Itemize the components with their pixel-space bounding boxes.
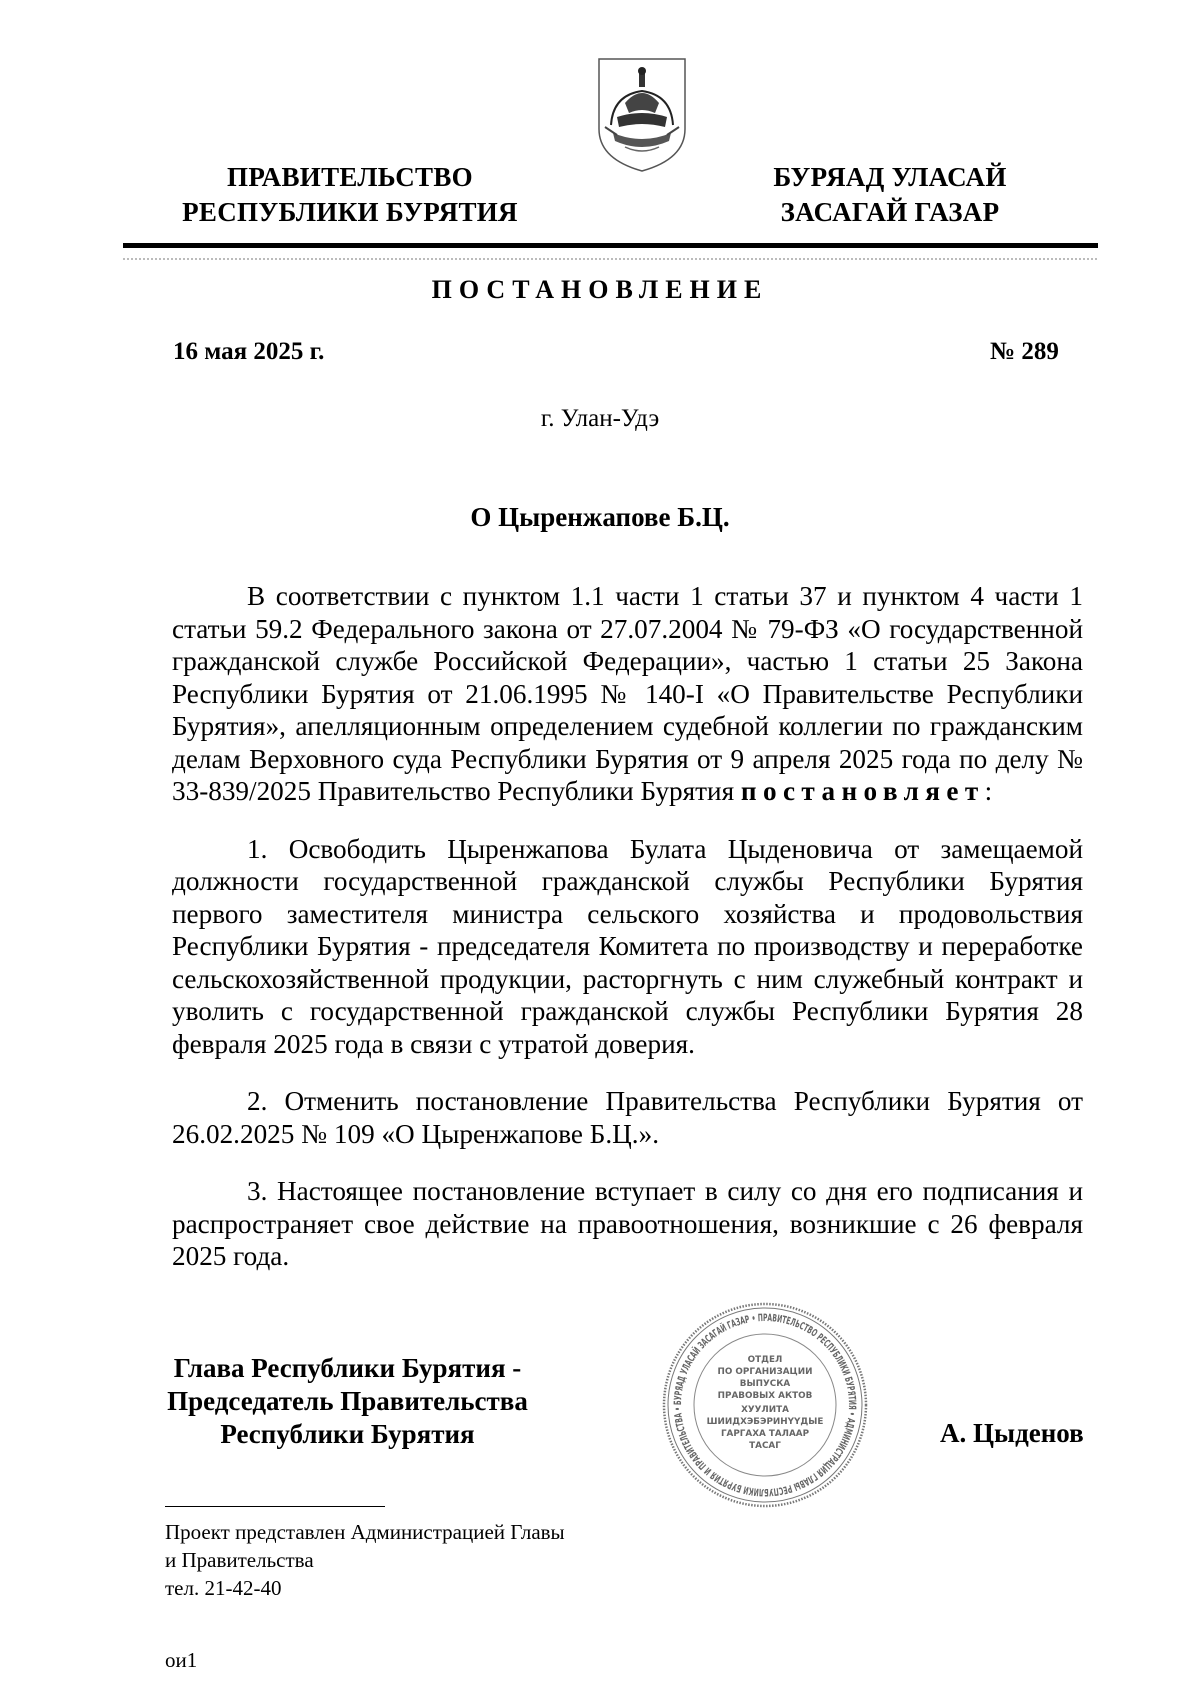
document-type: ПОСТАНОВЛЕНИЕ xyxy=(431,275,769,304)
preamble-paragraph xyxy=(172,580,1083,808)
decree-colon: : xyxy=(984,776,993,806)
item-3: 3. Настоящее постановление вступает в силу со дня его подписания и распространяет свое действие на правоотношения, возникшие с 26 февраля 2025 года. xyxy=(172,1176,1083,1271)
seal-center-line: ШИИДХЭБЭРИНҮҮДЫЕ xyxy=(706,1417,824,1427)
signatory-name: А. Цыденов xyxy=(940,1418,1084,1448)
header-right xyxy=(735,160,1045,230)
header-rule-thin xyxy=(123,258,1098,260)
seal-center-line: ВЫПУСКА xyxy=(739,1379,791,1389)
footnote-rule xyxy=(165,1506,385,1507)
footnote xyxy=(165,1518,565,1602)
document-date: 16 мая 2025 г. xyxy=(173,338,325,365)
header-right-line2: ЗАСАГАЙ ГАЗАР xyxy=(780,197,1000,227)
item-2: 2. Отменить постановление Правительства Республики Бурятия от 26.02.2025 № 109 «О Цыренжапове Б.Ц.». xyxy=(172,1086,1083,1149)
seal-center-line: ТАСАГ xyxy=(749,1441,781,1451)
coat-of-arms-icon xyxy=(595,55,689,175)
seal-center-line: ОТДЕЛ xyxy=(747,1355,783,1365)
document-city: г. Улан-Удэ xyxy=(540,405,660,432)
item-1: 1. Освободить Цыренжапова Булата Цыденовича от замещаемой должности государственной гражданской службы Республики Бурятия первого заместителя министра сельского хозяйства и продовольствия Республики Бурятия - председателя Комитета по производству и переработке сельскохозяйственной продукции, расторгнуть с ним служебный контракт и уволить с государственной гражданской службы Республики Бурятия 28 февраля 2025 года в связи с утратой доверия. xyxy=(172,833,1083,1059)
decree-word: постановляет xyxy=(740,776,985,806)
seal-center-line: ГАРГАХА ТАЛААР xyxy=(720,1429,810,1439)
document-code: ои1 xyxy=(165,1648,198,1672)
signatory-title xyxy=(140,1352,555,1451)
header-left xyxy=(160,160,540,230)
seal-center-line: ПО ОРГАНИЗАЦИИ xyxy=(717,1367,813,1377)
seal-center-line: ХУУЛИТА xyxy=(741,1405,789,1415)
signatory-title-line2: Председатель Правительства xyxy=(167,1386,528,1416)
preamble-text: В соответствии с пунктом 1.1 части 1 статьи 37 и пунктом 4 части 1 статьи 59.2 Федерального закона от 27.07.2004 № 79-ФЗ «О государственной гражданской службе Российской Федерации», частью 1 статьи 25 Закона Республики Бурятия от 21.06.1995 № 140-I «О Правительстве Республики Бурятия», апелляционным определением судебной коллегии по гражданским делам Верховного суда Республики Бурятия от 9 апреля 2025 года по делу № 33-839/2025 Правительство Республики Бурятия xyxy=(172,581,1083,806)
header-rule-thick xyxy=(123,243,1098,248)
footnote-line3: тел. 21-42-40 xyxy=(165,1576,282,1600)
document-subject: О Цыренжапове Б.Ц. xyxy=(470,502,730,532)
header-right-line1: БУРЯАД УЛАСАЙ xyxy=(773,162,1007,192)
document-number: № 289 xyxy=(990,338,1059,365)
signatory-title-line1: Глава Республики Бурятия - xyxy=(173,1353,522,1383)
document-body xyxy=(172,580,1083,1273)
signatory-title-line3: Республики Бурятия xyxy=(220,1419,475,1449)
footnote-line1: Проект представлен Администрацией Главы xyxy=(165,1520,565,1544)
seal-ring-text: БУРЯАД УЛАСАЙ ЗАСАГАЙ ГАЗАР • ПРАВИТЕЛЬСТВО РЕСПУБЛИКИ БУРЯТИЯ • АДМИНИСТРАЦИЯ ГЛАВЫ РЕСПУБЛИКИ БУРЯТИЯ И ПРАВИТЕЛЬСТВА • xyxy=(672,1312,858,1498)
official-seal-icon xyxy=(660,1300,870,1510)
header-left-line2: РЕСПУБЛИКИ БУРЯТИЯ xyxy=(182,197,518,227)
header-left-line1: ПРАВИТЕЛЬСТВО xyxy=(227,162,473,192)
footnote-line2: и Правительства xyxy=(165,1548,314,1572)
seal-center-line: ПРАВОВЫХ АКТОВ xyxy=(717,1391,813,1401)
